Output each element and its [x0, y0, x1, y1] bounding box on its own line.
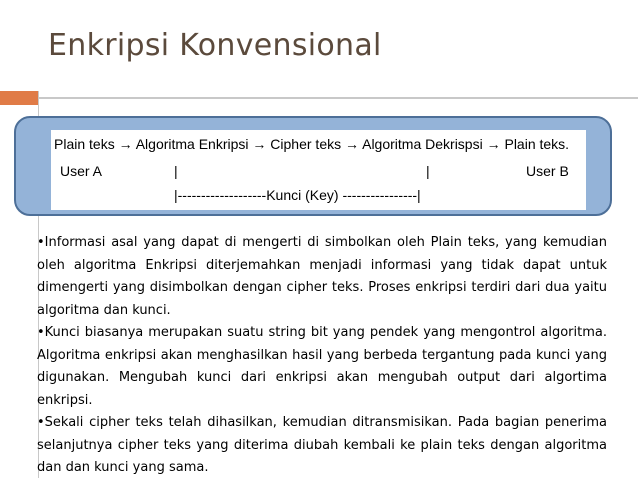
- key-line: |-------------------Kunci (Key) ----------------|: [174, 187, 421, 203]
- slide-title: Enkripsi Konvensional: [48, 28, 382, 63]
- user-b-label: User B: [526, 163, 569, 179]
- slide-body: [37, 232, 607, 480]
- diagram-flow-line: Plain teks → Algoritma Enkripsi → Cipher teks → Algoritma Dekrispsi → Plain teks.: [54, 136, 570, 152]
- accent-bar: [0, 91, 38, 105]
- user-b-bar: |: [426, 163, 430, 179]
- title-divider: [38, 97, 638, 99]
- user-a-label: User A: [60, 163, 103, 179]
- encryption-diagram: [51, 130, 586, 210]
- bullet-paragraph: •Sekali cipher teks telah dihasilkan, kemudian ditransmisikan. Pada bagian penerima selanjutnya cipher teks yang diterima diubah kembali ke plain teks dengan algoritma dan dan kunci yang sama.: [37, 415, 607, 475]
- user-a-bar: |: [174, 163, 178, 179]
- bullet-paragraph: •Informasi asal yang dapat di mengerti di simbolkan oleh Plain teks, yang kemudian oleh algoritma Enkripsi diterjemahkan menjadi informasi yang tidak dapat untuk dimengerti yang disimbolkan dengan cipher teks. Proses enkripsi terdiri dari dua yaitu algoritma dan kunci.: [37, 235, 607, 318]
- bullet-paragraph: •Kunci biasanya merupakan suatu string bit yang pendek yang mengontrol algoritma. Algoritma enkripsi akan menghasilkan hasil yang berbeda tergantung pada kunci yang digunakan. Mengubah kunci dari enkripsi akan mengubah output dari algortima enkripsi.: [37, 325, 607, 408]
